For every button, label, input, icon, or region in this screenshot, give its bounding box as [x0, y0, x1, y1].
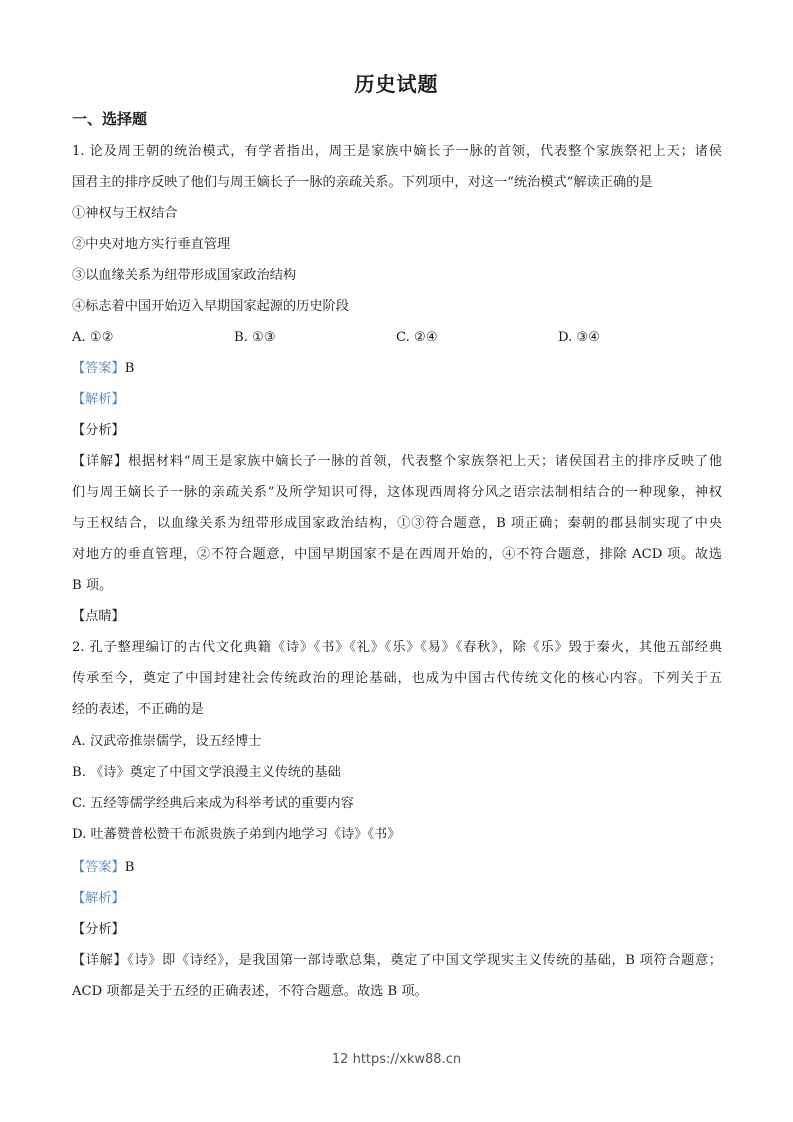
footer-url[interactable]: https://xkw88.cn	[352, 1052, 462, 1067]
q1-analysis-label: 【解析】	[72, 392, 125, 407]
q2-option-c: C. 五经等儒学经典后来成为科举考试的重要内容	[72, 796, 354, 811]
detail-text: 《诗》即《诗经》，是我国第一部诗歌总集，奠定了中国文学现实主义传统的基础，B 项符合题意；	[127, 953, 722, 968]
q1-detail-line-5: B 项。	[72, 578, 113, 593]
q2-answer	[72, 859, 722, 877]
answer-value: B	[124, 361, 135, 376]
q1-option-b: B. ①③	[234, 330, 276, 345]
page-number: 12	[331, 1052, 349, 1067]
q2-stem-line-3: 经的表述，不正确的是	[72, 702, 204, 717]
q1-item-4: ④标志着中国开始迈入早期国家起源的历史阶段	[72, 299, 349, 314]
q2-option-a: A. 汉武帝推崇儒学，设五经博士	[72, 734, 262, 749]
q1-stem-line-1: 1. 论及周王朝的统治模式，有学者指出，周王是家族中嫡长子一脉的首领，代表整个家族祭祀上天；诸侯	[72, 144, 722, 159]
q2-detail-line-1	[72, 952, 722, 970]
q2-option-b: B. 《诗》奠定了中国文学浪漫主义传统的基础	[72, 765, 341, 780]
q1-detail-line-1	[72, 453, 722, 471]
q2-stem-line-2: 传承至今，奠定了中国封建社会传统政治的理论基础，也成为中国古代传统文化的核心内容。下列关于五	[72, 671, 722, 686]
q1-detail-line-2: 们与周王嫡长子一脉的亲疏关系”及所学知识可得，这体现西周将分风之语宗法制相结合的一种现象，神权	[72, 485, 722, 500]
q1-stem-line-2: 国君主的排序反映了他们与周王嫡长子一脉的亲疏关系。下列项中，对这一“统治模式”解读正确的是	[72, 175, 653, 190]
q1-detail-line-4: 对地方的垂直管理，②不符合题意，中国早期国家不是在西周开始的，④不符合题意，排除 ACD 项。故选	[72, 547, 722, 562]
q2-stem-line-1: 2. 孔子整理编订的古代文化典籍《诗》《书》《礼》《乐》《易》《春秋》，除《乐》毁于秦火，其他五部经典	[72, 640, 722, 655]
q1-option-d: D. ③④	[558, 330, 601, 345]
q1-option-c: C. ②④	[396, 330, 438, 345]
q1-fenxi-label: 【分析】	[72, 423, 125, 438]
q2-fenxi-label: 【分析】	[72, 922, 125, 937]
q2-option-d: D. 吐蕃赞普松赞干布派贵族子弟到内地学习《诗》《书》	[72, 827, 401, 842]
q1-item-1: ①神权与王权结合	[72, 206, 178, 221]
detail-text: 根据材料“周王是家族中嫡长子一脉的首领，代表整个家族祭祀上天；诸侯国君主的排序反映了他	[127, 454, 722, 469]
q1-dianjing-label: 【点睛】	[72, 609, 125, 624]
answer-value: B	[124, 860, 135, 875]
answer-label: 【答案】	[72, 361, 125, 376]
section-heading: 一、选择题	[72, 110, 148, 128]
q1-detail-line-3: 与王权结合，以血缘关系为纽带形成国家政治结构，①③符合题意，B 项正确；秦朝的郡县制实现了中央	[72, 516, 722, 531]
q2-detail-line-2: ACD 项都是关于五经的正确表述，不符合题意。故选 B 项。	[72, 984, 428, 999]
q1-option-a: A. ①②	[72, 330, 114, 345]
q2-analysis-label: 【解析】	[72, 891, 125, 906]
detail-label: 【详解】	[72, 953, 128, 968]
detail-label: 【详解】	[72, 454, 128, 469]
q1-item-2: ②中央对地方实行垂直管理	[72, 237, 231, 252]
q1-item-3: ③以血缘关系为纽带形成国家政治结构	[72, 268, 297, 283]
page-title: 历史试题	[354, 72, 439, 96]
q1-answer	[72, 360, 722, 378]
page-footer	[0, 1052, 793, 1067]
answer-label: 【答案】	[72, 860, 125, 875]
